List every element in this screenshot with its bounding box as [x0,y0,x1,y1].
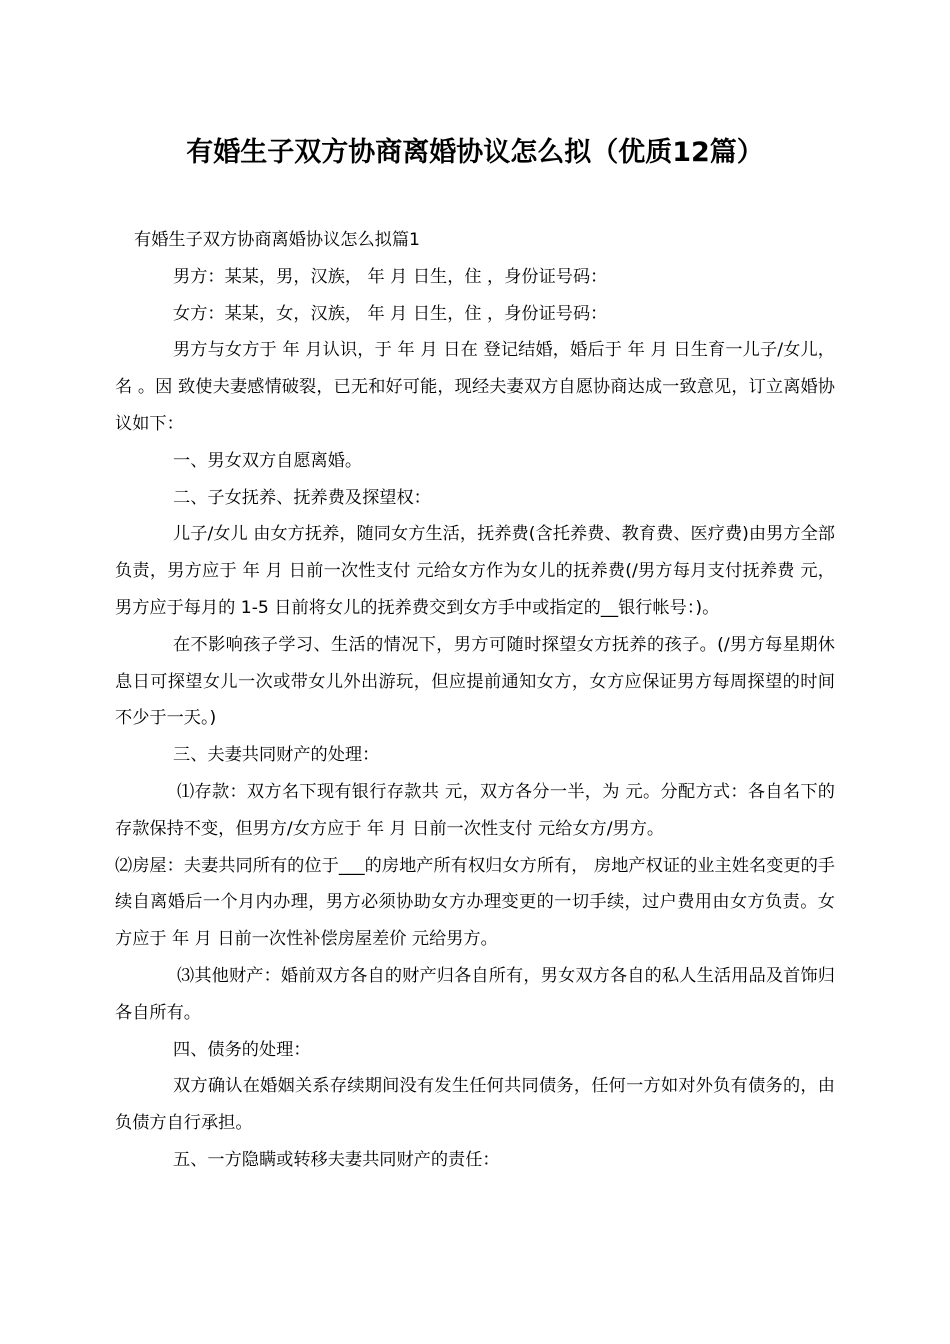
clause-heading: 五、一方隐瞒或转移夫妻共同财产的责任： [173,1149,500,1170]
clause-heading: 二、子女抚养、抚养费及探望权： [173,487,431,508]
document-body [115,222,835,1179]
clause-heading: 一、男女双方自愿离婚。 [173,450,363,471]
clause-heading: 四、债务的处理： [173,1039,311,1060]
paragraph: 男方：某某，男，汉族， 年 月 日生，住 ，身份证号码： [173,266,608,287]
paragraph: ⑴存款：双方名下现有银行存款共 元，双方各分一半，为 元。分配方式：各自名下的存款保持不变，但男方/女方应于 年 月 日前一次性支付 元给女方/男方。 [115,781,835,839]
document-title: 有婚生子双方协商离婚协议怎么拟（优质12篇） [186,137,764,168]
paragraph: 在不影响孩子学习、生活的情况下，男方可随时探望女方抚养的孩子。(/男方每星期休息日可探望女儿一次或带女儿外出游玩，但应提前通知女方，女方应保证男方每周探望的时间不少于一天。) [115,634,835,729]
clause-heading: 三、夫妻共同财产的处理： [173,745,380,766]
section-heading: 有婚生子双方协商离婚协议怎么拟篇1 [134,230,420,250]
paragraph: ⑶其他财产：婚前双方各自的财产归各自所有，男女双方各自的私人生活用品及首饰归各自所有。 [115,965,835,1023]
paragraph: 儿子/女儿 由女方抚养，随同女方生活，抚养费(含托养费、教育费、医疗费)由男方全部负责，男方应于 年 月 日前一次性支付 元给女方作为女儿的抚养费(/男方每月支付抚养费 元，男方应于每月的 1-5 日前将女儿的抚养费交到女方手中或指定的__银行帐号：)。 [115,524,835,618]
paragraph: 男方与女方于 年 月认识，于 年 月 日在 登记结婚，婚后于 年 月 日生育一儿子/女儿，名 。因 致使夫妻感情破裂，已无和好可能，现经夫妻双方自愿协商达成一致意见，订立离婚协议如下： [115,340,835,434]
paragraph: 双方确认在婚姻关系存续期间没有发生任何共同债务，任何一方如对外负有债务的，由负债方自行承担。 [115,1076,835,1134]
paragraph: ⑵房屋：夫妻共同所有的位于___的房地产所有权归女方所有， 房地产权证的业主姓名变更的手续自离婚后一个月内办理，男方必须协助女方办理变更的一切手续，过户费用由女方负责。女方应于 年 月 日前一次性补偿房屋差价 元给男方。 [115,855,835,950]
paragraph: 女方：某某，女，汉族， 年 月 日生，住 ，身份证号码： [173,303,608,324]
